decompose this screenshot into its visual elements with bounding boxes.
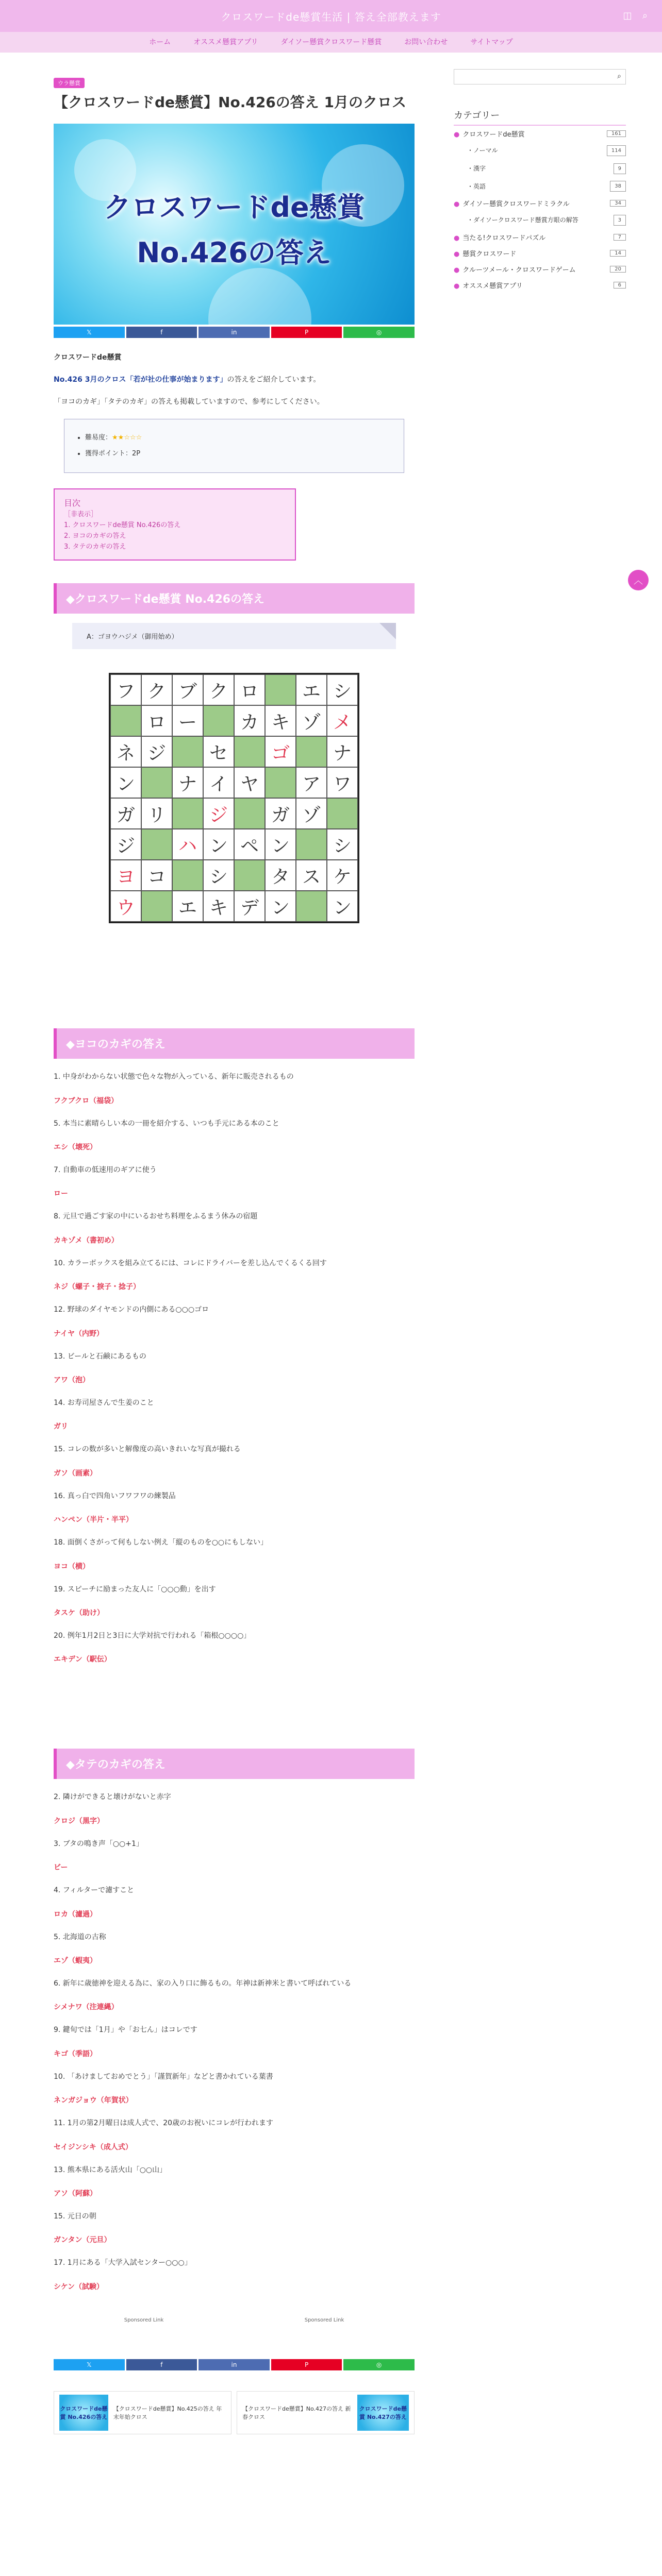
search-box[interactable] [454, 69, 626, 84]
grid-cell [172, 798, 203, 829]
grid-cell: タ [265, 860, 296, 891]
clue-answer: シケン（試験） [54, 2282, 104, 2291]
grid-cell: ジ [110, 829, 141, 860]
back-to-top-button[interactable]: ︿ [628, 570, 649, 590]
share-twitter-button[interactable]: 𝕏 [54, 327, 125, 338]
share-facebook-button[interactable]: f [126, 2359, 197, 2370]
grid-cell: セ [203, 736, 234, 767]
toc-item[interactable]: 2. ヨコのカギの答え [64, 532, 126, 540]
sidebar-category[interactable]: ● 当たる!クロスワードパズル 7 [454, 229, 626, 245]
grid-cell [234, 798, 265, 829]
clue-question: 14. お寿司屋さんで生姜のこと [54, 1399, 154, 1408]
nav-item-apps[interactable]: オススメ懸賞アプリ [193, 38, 258, 46]
grid-cell [172, 860, 203, 891]
main-content [54, 77, 415, 2434]
clue-answer: キゴ（季語） [54, 2049, 97, 2058]
grid-cell: ロ [141, 705, 172, 736]
page-title: 【クロスワードde懸賞】No.426の答え 1月のクロス [54, 94, 407, 111]
toc-hide-toggle[interactable]: ［非表示］ [64, 511, 98, 519]
grid-cell: ー [172, 705, 203, 736]
answer-box: A：ゴヨウハジメ（御用始め） [72, 623, 396, 649]
info-box [64, 419, 404, 472]
grid-cell: ジ [203, 798, 234, 829]
sidebar-subcategory[interactable]: ・漢字 9 [454, 160, 626, 178]
header-icons [622, 10, 651, 21]
clue-question: 15. コレの数が多いと解像度の高いきれいな写真が撮れる [54, 1445, 241, 1454]
grid-cell: エ [172, 891, 203, 922]
grid-cell: ン [110, 767, 141, 798]
toc-heading: 目次 [64, 498, 81, 508]
search-icon[interactable]: ⌕ [642, 10, 648, 21]
clue-answer: タスケ（助け） [54, 1609, 104, 1617]
clue-question: 7. 自動車の低速用のギアに使う [54, 1166, 157, 1175]
clue-answer: ネジ（螺子・捩子・捻子） [54, 1283, 140, 1292]
clue-question: 4. フィルターで濾すこと [54, 1886, 135, 1895]
clue-question: 15. 元日の朝 [54, 2212, 96, 2221]
grid-cell: ン [265, 891, 296, 922]
related-posts [54, 2391, 415, 2434]
grid-cell: ペ [234, 829, 265, 860]
grid-cell [296, 736, 327, 767]
eyecatch-image [54, 124, 415, 325]
related-post-card[interactable] [237, 2391, 415, 2434]
grid-cell: ナ [327, 736, 358, 767]
grid-cell: リ [141, 798, 172, 829]
grid-cell [327, 798, 358, 829]
site-header [0, 0, 662, 32]
clue-question: 2. 隣けができると壊けがないと赤字 [54, 1793, 171, 1802]
intro-number: No.426 3月のクロス「若が社の仕事が始まります」 [54, 375, 227, 384]
grid-cell [296, 829, 327, 860]
clue-answer: ガンタン（元旦） [54, 2236, 111, 2245]
crossword-grid [109, 673, 359, 923]
yoko-heading: ◆ヨコのカギの答え [54, 1028, 415, 1059]
grid-cell: シ [203, 860, 234, 891]
sidebar-category[interactable]: ● 懸賞クロスワード 14 [454, 245, 626, 261]
eyecatch-line-1: クロスワードde懸賞 [103, 191, 365, 224]
grid-cell [234, 860, 265, 891]
grid-cell: ン [203, 829, 234, 860]
grid-cell: ン [327, 891, 358, 922]
related-post-card[interactable] [54, 2391, 231, 2434]
grid-cell: ア [296, 767, 327, 798]
clue-question: 19. スピーチに励まった友人に「○○○動」を出す [54, 1585, 216, 1594]
grid-cell: ロ [234, 674, 265, 705]
clue-answer: エキデン（駅伝） [54, 1655, 111, 1664]
nav-item-home[interactable]: ホーム [149, 38, 171, 46]
sponsored-label: Sponsored Link [124, 2317, 164, 2323]
clue-question: 5. 本当に素晴らしい本の一冊を紹介する、いつも手元にある本のこと [54, 1119, 279, 1128]
sidebar-category[interactable]: ● クルーツメール・クロスワードゲーム 20 [454, 261, 626, 277]
clue-question: 10. 「あけましておめでとう」「謹賀新年」などと書かれている葉書 [54, 2072, 273, 2081]
grid-cell [141, 829, 172, 860]
grid-cell: ク [141, 674, 172, 705]
global-nav [0, 32, 662, 53]
clue-question: 17. 1月にある「大学入試センター○○○」 [54, 2259, 192, 2267]
grid-cell: ウ [110, 891, 141, 922]
grid-cell: エ [296, 674, 327, 705]
clue-answer: ガソ（画素） [54, 1469, 97, 1478]
clue-answer: ロカ（濾過） [54, 1910, 97, 1919]
clue-answer: ネンガジョウ（年賀状） [54, 2096, 133, 2105]
grid-cell: フ [110, 674, 141, 705]
grid-cell: ケ [327, 860, 358, 891]
site-title[interactable]: クロスワードde懸賞生活 | 答え全部教えます [221, 10, 441, 23]
tate-list [54, 1791, 415, 2291]
share-pinterest-button[interactable]: P [271, 2359, 342, 2370]
clue-question: 6. 新年に歳徳神を迎える為に、家の入り口に飾るもの。年神は新神米と書いて呼ばれている [54, 1979, 352, 1988]
share-line-button[interactable]: ◎ [343, 2359, 415, 2370]
nav-item-contact[interactable]: お問い合わせ [404, 38, 448, 46]
share-twitter-button[interactable]: 𝕏 [54, 2359, 125, 2370]
grid-cell [265, 767, 296, 798]
difficulty-stars: ★★☆☆☆ [112, 434, 142, 442]
grid-cell: ブ [172, 674, 203, 705]
clue-question: 13. 熊本県にある活火山「○○山」 [54, 2165, 167, 2174]
share-buttons-bottom [54, 2359, 415, 2370]
tate-heading: ◆タテのカギの答え [54, 1749, 415, 1779]
nav-item-daiso[interactable]: ダイソー懸賞クロスワード懸賞 [280, 38, 382, 46]
clue-answer: フクブクロ（福袋） [54, 1096, 119, 1105]
clue-question: 18. 面倒くさがって何もしない例え「縦のものを○○にもしない」 [54, 1538, 268, 1547]
clue-answer: クロジ（黒字） [54, 1817, 104, 1825]
grid-cell: キ [265, 705, 296, 736]
clue-question: 9. 鍵旬では「1月」や「お七ん」はコレです [54, 2026, 197, 2035]
clue-answer: ハンペン（半片・半平） [54, 1516, 133, 1524]
clue-answer: エシ（壊死） [54, 1143, 97, 1152]
clue-question: 16. 真っ白で四角いフワフワの練製品 [54, 1492, 176, 1500]
sidebar-category[interactable]: ● クロスワードde懸賞 161 [454, 126, 626, 142]
sidebar [454, 69, 626, 293]
grid-cell: ゴ [265, 736, 296, 767]
grid-cell [203, 705, 234, 736]
instagram-icon[interactable]: ◫ [623, 10, 632, 21]
grid-cell: ネ [110, 736, 141, 767]
grid-cell [296, 891, 327, 922]
clue-question: 3. ブタの鳴き声「○○+1」 [54, 1839, 143, 1848]
grid-cell: カ [234, 705, 265, 736]
share-buttons [54, 327, 415, 338]
clue-answer: アワ（泡） [54, 1376, 90, 1385]
clue-answer: ガリ [54, 1422, 68, 1431]
related-title: 【クロスワードde懸賞】No.425の答え 年末年始クロス [113, 2405, 222, 2420]
clue-answer: ヨコ（横） [54, 1562, 90, 1571]
nav-item-sitemap[interactable]: サイトマップ [470, 38, 513, 46]
sponsored-label: Sponsored Link [304, 2317, 344, 2323]
clue-question: 11. 1月の第2月曜日は成人式で、20歳のお祝いにコレが行われます [54, 2119, 274, 2128]
clue-answer: エゾ（蝦夷） [54, 1956, 97, 1965]
grid-cell: ク [203, 674, 234, 705]
clue-question: 5. 北海道の古称 [54, 1933, 106, 1941]
grid-cell: コ [141, 860, 172, 891]
grid-cell: シ [327, 829, 358, 860]
toc-item[interactable]: 3. タテのカギの答え [64, 543, 126, 551]
clue-answer: シメナワ（注連縄） [54, 2003, 119, 2012]
share-pinterest-button[interactable]: P [271, 327, 342, 338]
clue-question: 20. 例年1月2日と3日に大学対抗で行われる「箱根○○○○」 [54, 1632, 251, 1640]
related-thumb: クロスワードde懸賞 No.426の答え [59, 2395, 108, 2431]
grid-cell: ハ [172, 829, 203, 860]
grid-cell [265, 674, 296, 705]
grid-cell: イ [203, 767, 234, 798]
grid-cell: ヨ [110, 860, 141, 891]
clue-question: 8. 元旦で過ごす家の中にいるおせち料理をふるまう休みの宿題 [54, 1212, 258, 1221]
grid-cell: デ [234, 891, 265, 922]
grid-cell: ガ [110, 798, 141, 829]
sidebar-subcategory[interactable]: ・英語 38 [454, 178, 626, 196]
grid-cell: ゾ [296, 705, 327, 736]
toc-item[interactable]: 1. クロスワードde懸賞 No.426の答え [64, 521, 181, 529]
points: • 獲得ポイント：2P [85, 446, 383, 462]
share-line-button[interactable]: ◎ [343, 327, 415, 338]
grid-cell [234, 736, 265, 767]
grid-cell: キ [203, 891, 234, 922]
grid-cell [141, 891, 172, 922]
grid-cell: ゾ [296, 798, 327, 829]
grid-cell: ン [265, 829, 296, 860]
eyecatch-line-2: No.426の答え [137, 236, 332, 269]
intro-2: 「ヨコのカギ」「タテのカギ」の答えも掲載していますので、参考にしてください。 [54, 397, 324, 406]
grid-cell: ワ [327, 767, 358, 798]
category-heading: カテゴリー [454, 105, 626, 126]
clue-answer: アソ（阿蘇） [54, 2189, 97, 2198]
grid-cell: ガ [265, 798, 296, 829]
category-list [454, 126, 626, 293]
clue-question: 12. 野球のダイヤモンドの内側にある○○○ゴロ [54, 1306, 209, 1314]
sidebar-category[interactable]: ● オススメ懸賞アプリ 6 [454, 277, 626, 293]
share-linkedin-button[interactable]: in [198, 327, 270, 338]
grid-cell: ジ [141, 736, 172, 767]
sidebar-category[interactable]: ● ダイソー懸賞クロスワードミラクル 34 [454, 195, 626, 211]
grid-cell: ス [296, 860, 327, 891]
grid-cell: シ [327, 674, 358, 705]
difficulty-label: 難易度： [85, 434, 112, 442]
grid-cell: ナ [172, 767, 203, 798]
grid-cell: ヤ [234, 767, 265, 798]
grid-cell [110, 705, 141, 736]
share-linkedin-button[interactable]: in [198, 2359, 270, 2370]
search-icon[interactable]: ⌕ [617, 72, 621, 80]
clue-answer: カキゾメ（書初め） [54, 1236, 119, 1245]
share-facebook-button[interactable]: f [126, 327, 197, 338]
grid-cell: メ [327, 705, 358, 736]
clue-question: 13. ビールと石鹸にあるもの [54, 1352, 146, 1361]
clue-answer: セイジンシキ（成人式） [54, 2143, 133, 2151]
yoko-list [54, 1071, 415, 1664]
clue-question: 1. 中身がわからない状態で色々な物が入っている、新年に販売されるもの [54, 1073, 294, 1081]
table-of-contents [54, 488, 296, 561]
answer-heading: ◆クロスワードde懸賞 No.426の答え [54, 583, 415, 614]
grid-cell [141, 767, 172, 798]
clue-answer: ロー [54, 1190, 68, 1198]
clue-answer: ビー [54, 1863, 68, 1872]
clue-answer: ナイヤ（内野） [54, 1329, 104, 1338]
grid-cell [172, 736, 203, 767]
sidebar-subcategory[interactable]: ・ノーマル 114 [454, 142, 626, 160]
related-title: 【クロスワードde懸賞】No.427の答え 新春クロス [242, 2405, 351, 2420]
intro-tail: の答えをご紹介しています。 [227, 375, 321, 384]
related-thumb: クロスワードde懸賞 No.427の答え [357, 2395, 409, 2431]
clue-question: 10. カラーボックスを組み立てるには、コレにドライバーを差し込んでくるくる回す [54, 1259, 327, 1267]
intro-label: クロスワードde懸賞 [54, 353, 122, 362]
sidebar-subcategory[interactable]: ・ダイソークロスワード懸賞方眼の解答 3 [454, 211, 626, 229]
category-badge[interactable]: ウラ懸賞 [54, 78, 85, 88]
